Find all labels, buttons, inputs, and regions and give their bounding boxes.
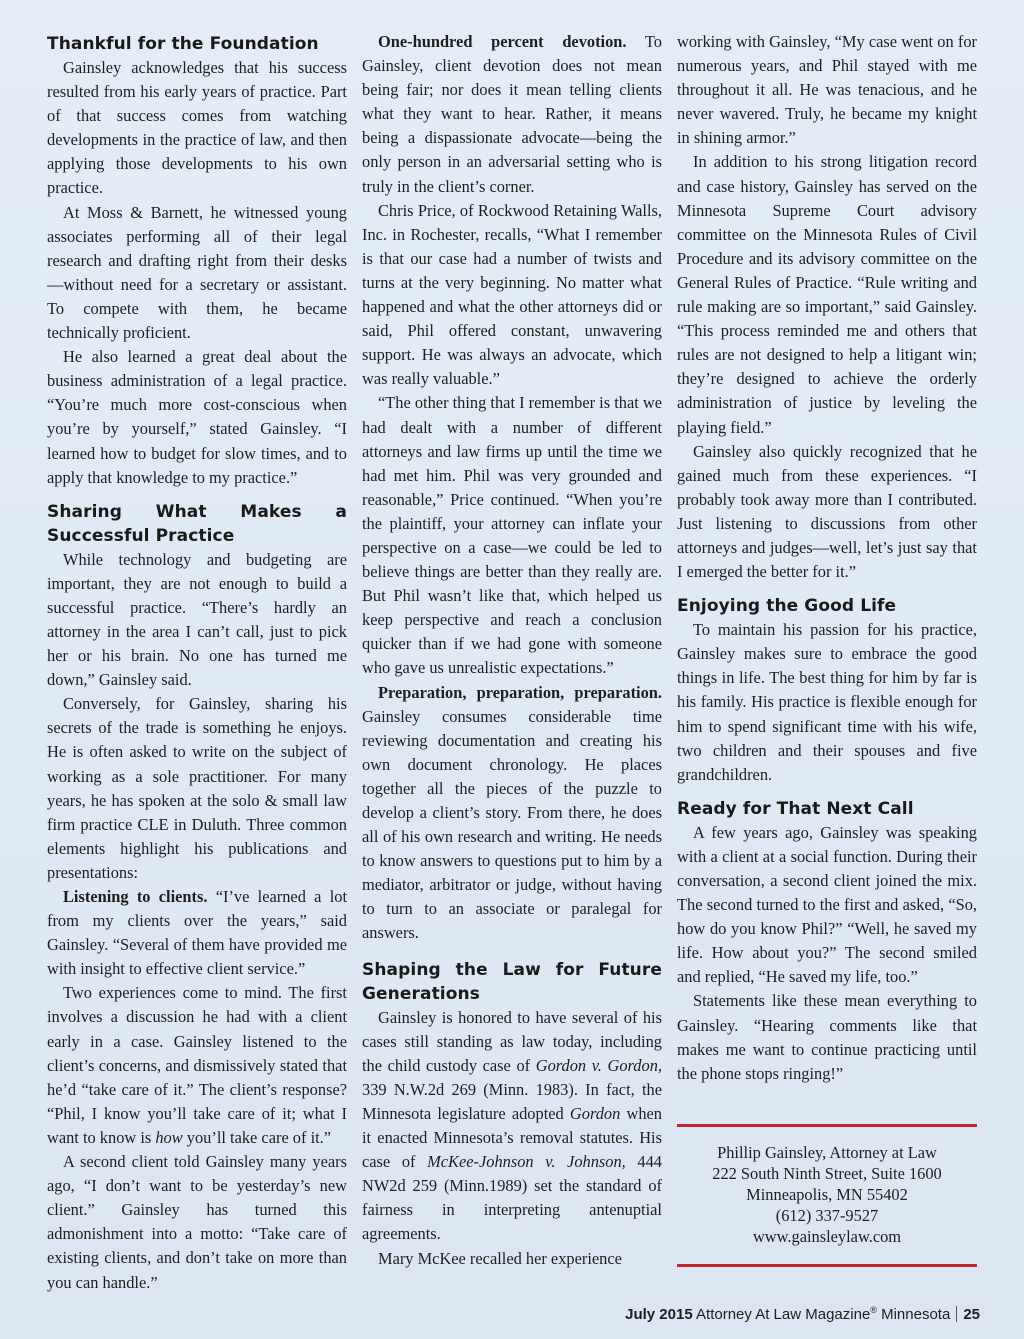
paragraph-text: Gainsley consumes considerable time reviewing documentation and creating his own document chronology. He places together all the pieces of the puzzle to develop a client’s story. From there, he does all of his own research and writing. He needs to know answers to questions put to him by a mediator, arbitrator or judge, without having to turn to an associate or paralegal for answers. [362,706,662,943]
article-column-1 [47,30,347,1295]
paragraph: A second client told Gainsley many years ago, “I don’t want to be yesterday’s new client.” Gainsley has turned this admonishment into a motto: “Take care of existing clients, and don’t take on more than you can handle.” [47,1152,347,1292]
paragraph [362,30,662,199]
paragraph: “The other thing that I remember is that we had dealt with a number of different attorneys and law firms up until the time we had met him. Phil was very grounded and reasonable,” Price continued. “When you’re the plaintiff, your attorney can inflate your perspective on a case—we could be led to believe things are better than they really are. But Phil wasn’t like that, which helped us keep perspective and reach a conclusion quicker than if we had gone with someone who gave us unrealistic expectations.” [362,393,663,678]
paragraph-text: To Gainsley, client devotion does not mean being fair; nor does it mean telling clients what they want to hear. Rather, it means being a dispassionate advocate—being the only person in an adversarial setting who is truly in the client’s corner. [362,32,662,196]
article-column-3 [677,30,977,1086]
contact-name: Phillip Gainsley, Attorney at Law [717,1143,937,1162]
paragraph [362,681,662,946]
paragraph: Conversely, for Gainsley, sharing his secrets of the trade is something he enjoys. He is often asked to write on the subject of working as a sole practitioner. For many years, he has spoken at the solo & small law firm practice CLE in Duluth. Three common elements highlight his publications and presentations: [47,694,347,882]
case-name: Gordon v. Gordon, [535,1055,662,1075]
paragraph-text: 444 NW2d 259 (Minn.1989) set the standard of fairness in interpreting antenuptial agreements. [362,1152,662,1244]
contact-bottom-rule [677,1264,977,1267]
case-name: McKee-Johnson v. Johnson, [427,1152,626,1172]
paragraph [362,1006,662,1247]
contact-phone: (612) 337-9527 [775,1206,879,1225]
paragraph-text: “I’ve learned a lot from my clients over the years,” said Gainsley. “Several of them have provided me with insight to effective client service.” [47,887,347,979]
lead-in: One-hundred percent devotion. [378,32,627,51]
paragraph: To maintain his passion for his practice, Gainsley makes sure to embrace the good things in life. The best thing for him by far is his family. His practice is flexible enough for him to spend significant time with his wife, two children and their spouses and five grandchildren. [677,620,977,784]
lead-in: Listening to clients. [63,887,208,906]
issue-date: July 2015 [625,1306,693,1323]
section-heading: Ready for That Next Call [677,798,914,819]
paragraph: working with Gainsley, “My case went on for numerous years, and Phil stayed with me throughout it all. He was tenacious, and he never wavered. Truly, he became my knight in shining armor.” [677,32,977,148]
paragraph-text: Two experiences come to mind. The first involves a discussion he had with a client early in a case. Gainsley listened to the client’s concerns, and dismissively stated that he’d “take care of it.” The client’s response? “Phil, I know you’ll take care of it; what I want to know is [47,983,347,1147]
paragraph-text: you’ll take care of it.” [182,1127,332,1147]
contact-website: www.gainsleylaw.com [752,1227,902,1246]
paragraph: While technology and budgeting are important, they are not enough to build a successful practice. “There’s hardly an attorney in the area I can’t call, just to pick her or his brain. No one has turned me down,” Gainsley said. [47,549,347,690]
paragraph: Statements like these mean everything to Gainsley. “Hearing comments like that makes me want to continue practicing until the phone stops ringing!” [677,991,977,1083]
magazine-region: Minnesota [881,1306,951,1323]
paragraph: Chris Price, of Rockwood Retaining Walls, Inc. in Rochester, recalls, “What I remember is that our case had a number of twists and turns at the very beginning. No matter what happened and what the other attorneys did or said, Phil offered constant, unwavering support. He was always an advocate, which was really valuable.” [362,200,662,389]
article-column-2 [362,30,662,1271]
contact-top-rule [677,1124,977,1127]
section-heading: Enjoying the Good Life [677,596,897,617]
paragraph-text: 339 N.W.2d 269 (Minn. 1983). In fact, the Minnesota legislature adopted [362,1079,662,1123]
footer-divider [956,1306,957,1322]
paragraph: At Moss & Barnett, he witnessed young associates performing all of their legal research and drafting right from their desks—without need for a secretary or assistant. To compete with them, he became technically proficient. [47,202,347,343]
paragraph: He also learned a great deal about the business administration of a legal practice. “You’re much more cost-conscious when you’re by yourself,” stated Gainsley. “I learned how to budget for slow times, and to apply that knowledge to my practice.” [47,347,347,487]
magazine-name: Attorney At Law Magazine [696,1306,871,1323]
page-footer [625,1305,980,1323]
contact-city: Minneapolis, MN 55402 [746,1185,908,1204]
section-heading: Shaping the Law for Future Generations [362,959,662,1004]
lead-in: Preparation, preparation, preparation. [378,682,662,702]
registered-mark: ® [870,1305,877,1315]
page-number: 25 [963,1306,980,1323]
paragraph-text: when it enacted Minnesota’s removal statutes. His case of [362,1103,662,1172]
paragraph [47,981,347,1150]
paragraph [47,885,347,981]
emphasis: how [155,1127,183,1147]
paragraph: A few years ago, Gainsley was speaking with a client at a social function. During their conversation, a second client joined the mix. The second turned to the first and asked, “So, how do you know Phil?” “Well, he saved my life. How about you?” The second smiled and replied, “He saved my life, too.” [677,822,977,987]
paragraph: Gainsley acknowledges that his success resulted from his early years of practice. Part of that success comes from watching developments in the practice of law, and then applying those developments to his own practice. [47,58,347,198]
paragraph: In addition to his strong litigation record and case history, Gainsley has served on the Minnesota Supreme Court advisory committee on the Minnesota Rules of Civil Procedure and its advisory committee on the General Rules of Practice. “Rule writing and rule making are so important,” said Gainsley. “This process reminded me and others that rules are not designed to help a litigant win; they’re designed to achieve the orderly administration of justice by leveling the playing field.” [677,152,977,437]
contact-box [677,1142,977,1247]
section-heading: Thankful for the Foundation [47,34,319,54]
paragraph: Mary McKee recalled her experience [378,1248,622,1268]
case-name: Gordon [569,1103,621,1123]
contact-street: 222 South Ninth Street, Suite 1600 [712,1164,942,1183]
paragraph-text: Gainsley is honored to have several of his cases still standing as law today, including the child custody case of [362,1007,662,1075]
paragraph: Gainsley also quickly recognized that he gained much from these experiences. “I probably took away more than I contributed. Just listening to discussions from other attorneys and judges—well, let’s just say that I emerged the better for it.” [677,441,977,582]
section-heading: Sharing What Makes a Successful Practice [47,501,347,546]
